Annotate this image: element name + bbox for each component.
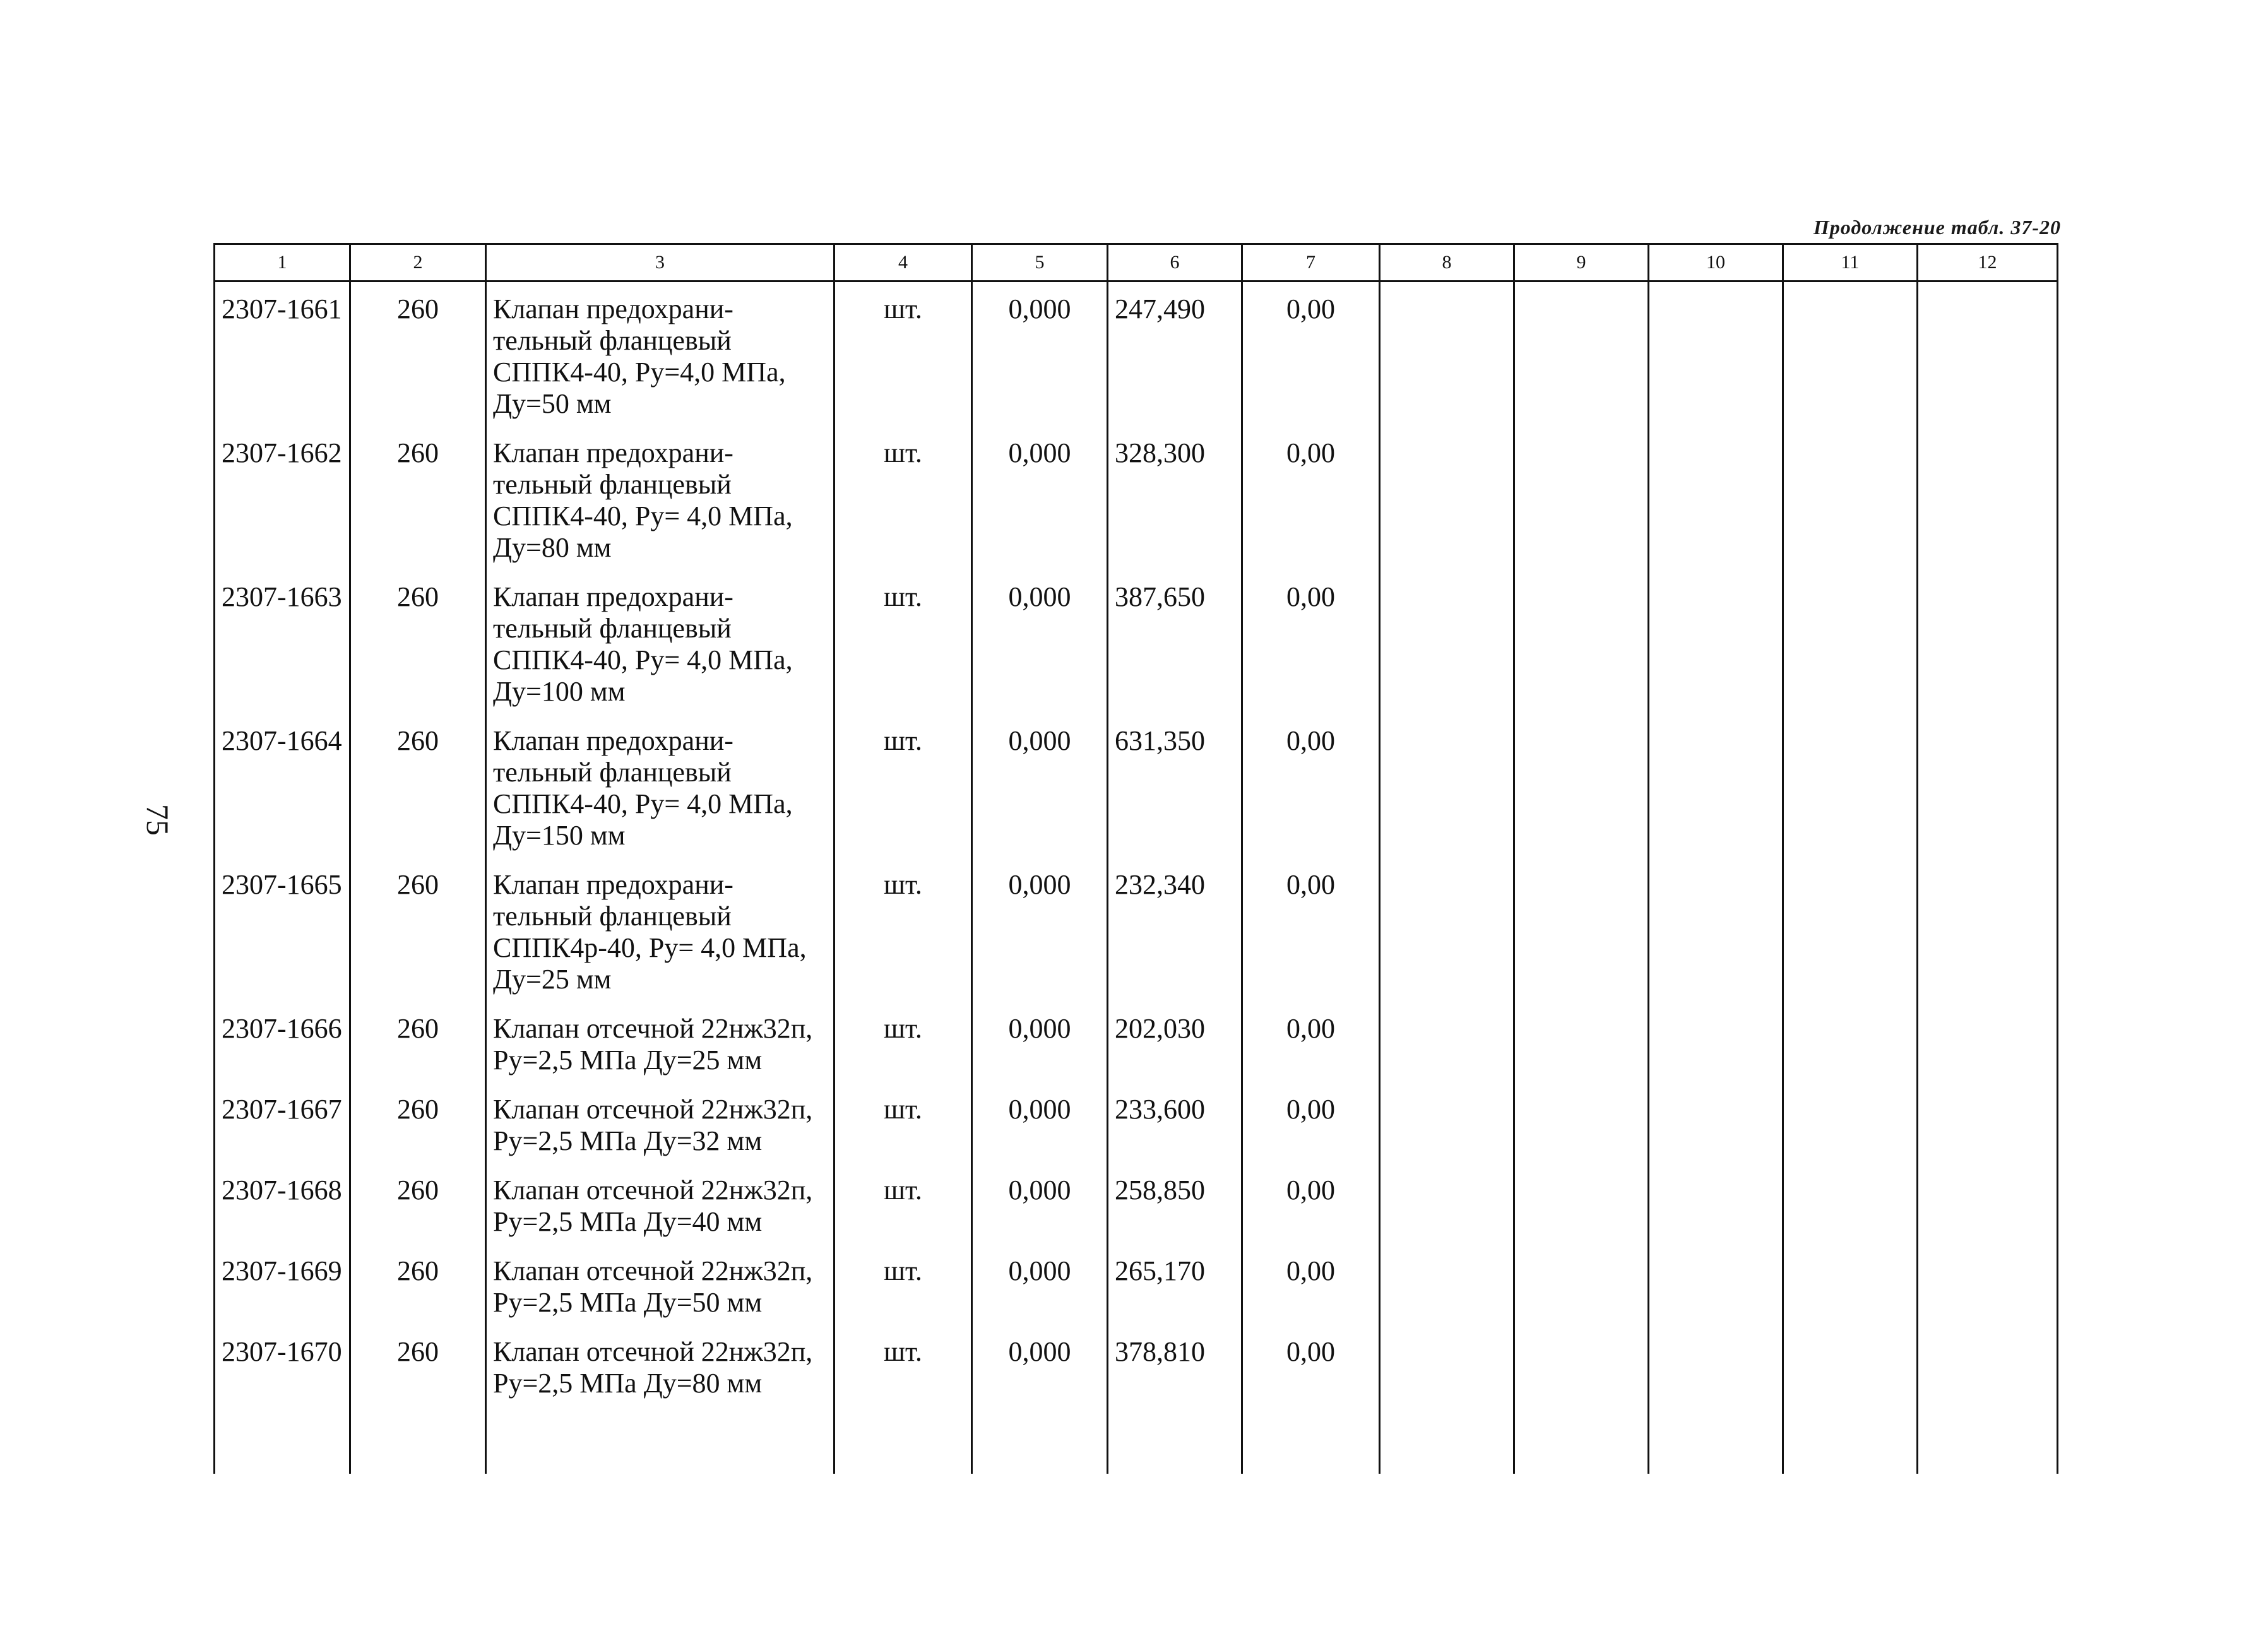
empty-cell [1380, 1163, 1514, 1244]
table-row-filler [215, 1406, 2058, 1474]
qty-cell: 0,000 [972, 570, 1108, 714]
qty-cell: 0,000 [972, 1325, 1108, 1406]
unit-cell: шт. [834, 714, 972, 858]
qty-cell: 0,000 [972, 426, 1108, 570]
price-cell: 387,650 [1108, 570, 1242, 714]
column-header: 12 [1918, 244, 2058, 281]
table-row [215, 570, 2058, 714]
page-number: 75 [140, 804, 175, 836]
group-cell: 260 [350, 1002, 486, 1082]
amount-cell: 0,00 [1242, 714, 1380, 858]
table-continuation-caption: Продолжение табл. 37-20 [1813, 216, 2061, 239]
empty-cell [1783, 426, 1918, 570]
empty-cell [1514, 714, 1649, 858]
empty-cell [1380, 858, 1514, 1002]
column-header: 10 [1649, 244, 1783, 281]
price-cell: 232,340 [1108, 858, 1242, 1002]
empty-cell [1380, 714, 1514, 858]
name-cell: Клапан предохрани-тельный фланцевый СППК4-40, Ру= 4,0 МПа, Ду=150 мм [486, 714, 834, 858]
empty-cell [1649, 1163, 1783, 1244]
empty-cell [1918, 281, 2058, 427]
column-header: 1 [215, 244, 350, 281]
name-cell: Клапан предохрани-тельный фланцевый СППК4-40, Ру= 4,0 МПа, Ду=80 мм [486, 426, 834, 570]
unit-cell: шт. [834, 1244, 972, 1325]
qty-cell: 0,000 [972, 1244, 1108, 1325]
code-cell: 2307-1662 [215, 426, 350, 570]
empty-cell [1783, 1325, 1918, 1406]
empty-cell [1918, 426, 2058, 570]
code-cell: 2307-1667 [215, 1082, 350, 1163]
table-row [215, 1002, 2058, 1082]
empty-cell [1380, 1244, 1514, 1325]
amount-cell: 0,00 [1242, 570, 1380, 714]
empty-cell [1380, 426, 1514, 570]
empty-cell [1514, 570, 1649, 714]
code-cell: 2307-1665 [215, 858, 350, 1002]
empty-cell [1649, 1002, 1783, 1082]
qty-cell: 0,000 [972, 1163, 1108, 1244]
empty-cell [1649, 1244, 1783, 1325]
unit-cell: шт. [834, 281, 972, 427]
qty-cell: 0,000 [972, 858, 1108, 1002]
empty-cell [1514, 1163, 1649, 1244]
code-cell: 2307-1669 [215, 1244, 350, 1325]
table-row [215, 1325, 2058, 1406]
empty-cell [1649, 714, 1783, 858]
amount-cell: 0,00 [1242, 1002, 1380, 1082]
column-header: 7 [1242, 244, 1380, 281]
group-cell: 260 [350, 858, 486, 1002]
table-row [215, 281, 2058, 427]
empty-cell [1918, 858, 2058, 1002]
name-cell: Клапан отсечной 22нж32п, Ру=2,5 МПа Ду=80 мм [486, 1325, 834, 1406]
qty-cell: 0,000 [972, 1002, 1108, 1082]
name-cell: Клапан предохрани-тельный фланцевый СППК4-40, Ру=4,0 МПа, Ду=50 мм [486, 281, 834, 427]
empty-cell [1918, 1244, 2058, 1325]
empty-cell [1380, 1002, 1514, 1082]
price-cell: 265,170 [1108, 1244, 1242, 1325]
price-cell: 328,300 [1108, 426, 1242, 570]
empty-cell [1918, 714, 2058, 858]
qty-cell: 0,000 [972, 281, 1108, 427]
price-cell: 247,490 [1108, 281, 1242, 427]
column-header: 3 [486, 244, 834, 281]
amount-cell: 0,00 [1242, 1163, 1380, 1244]
empty-cell [1649, 426, 1783, 570]
group-cell: 260 [350, 714, 486, 858]
name-cell: Клапан отсечной 22нж32п, Ру=2,5 МПа Ду=25 мм [486, 1002, 834, 1082]
empty-cell [1649, 1325, 1783, 1406]
empty-cell [1783, 1244, 1918, 1325]
empty-cell [1649, 1082, 1783, 1163]
code-cell: 2307-1661 [215, 281, 350, 427]
empty-cell [1514, 1002, 1649, 1082]
empty-cell [1918, 1325, 2058, 1406]
amount-cell: 0,00 [1242, 426, 1380, 570]
empty-cell [1649, 281, 1783, 427]
empty-cell [1783, 570, 1918, 714]
amount-cell: 0,00 [1242, 281, 1380, 427]
table-row [215, 426, 2058, 570]
name-cell: Клапан отсечной 22нж32п, Ру=2,5 МПа Ду=50 мм [486, 1244, 834, 1325]
column-header: 11 [1783, 244, 1918, 281]
table-row [215, 858, 2058, 1002]
unit-cell: шт. [834, 1002, 972, 1082]
code-cell: 2307-1664 [215, 714, 350, 858]
empty-cell [1380, 1082, 1514, 1163]
code-cell: 2307-1670 [215, 1325, 350, 1406]
amount-cell: 0,00 [1242, 1325, 1380, 1406]
empty-cell [1918, 1163, 2058, 1244]
unit-cell: шт. [834, 570, 972, 714]
empty-cell [1783, 281, 1918, 427]
group-cell: 260 [350, 1163, 486, 1244]
empty-cell [1649, 858, 1783, 1002]
qty-cell: 0,000 [972, 1082, 1108, 1163]
group-cell: 260 [350, 1082, 486, 1163]
group-cell: 260 [350, 281, 486, 427]
empty-cell [1514, 1082, 1649, 1163]
price-cell: 233,600 [1108, 1082, 1242, 1163]
empty-cell [1918, 570, 2058, 714]
table-row [215, 1244, 2058, 1325]
code-cell: 2307-1663 [215, 570, 350, 714]
amount-cell: 0,00 [1242, 858, 1380, 1002]
price-cell: 202,030 [1108, 1002, 1242, 1082]
empty-cell [1514, 1325, 1649, 1406]
empty-cell [1514, 858, 1649, 1002]
column-header: 6 [1108, 244, 1242, 281]
header-row [215, 244, 2058, 281]
price-table [213, 243, 2058, 1474]
table-row [215, 1163, 2058, 1244]
empty-cell [1514, 1244, 1649, 1325]
column-header: 8 [1380, 244, 1514, 281]
empty-cell [1918, 1082, 2058, 1163]
empty-cell [1380, 570, 1514, 714]
empty-cell [1783, 858, 1918, 1002]
empty-cell [1649, 570, 1783, 714]
empty-cell [1783, 1163, 1918, 1244]
amount-cell: 0,00 [1242, 1082, 1380, 1163]
unit-cell: шт. [834, 426, 972, 570]
group-cell: 260 [350, 570, 486, 714]
price-cell: 378,810 [1108, 1325, 1242, 1406]
empty-cell [1380, 281, 1514, 427]
table-row [215, 714, 2058, 858]
unit-cell: шт. [834, 1082, 972, 1163]
name-cell: Клапан отсечной 22нж32п, Ру=2,5 МПа Ду=32 мм [486, 1082, 834, 1163]
column-header: 5 [972, 244, 1108, 281]
empty-cell [1514, 281, 1649, 427]
empty-cell [1918, 1002, 2058, 1082]
name-cell: Клапан предохрани-тельный фланцевый СППК4р-40, Ру= 4,0 МПа, Ду=25 мм [486, 858, 834, 1002]
name-cell: Клапан предохрани-тельный фланцевый СППК4-40, Ру= 4,0 МПа, Ду=100 мм [486, 570, 834, 714]
qty-cell: 0,000 [972, 714, 1108, 858]
column-header: 4 [834, 244, 972, 281]
amount-cell: 0,00 [1242, 1244, 1380, 1325]
column-header: 9 [1514, 244, 1649, 281]
unit-cell: шт. [834, 858, 972, 1002]
price-cell: 631,350 [1108, 714, 1242, 858]
unit-cell: шт. [834, 1325, 972, 1406]
price-cell: 258,850 [1108, 1163, 1242, 1244]
code-cell: 2307-1666 [215, 1002, 350, 1082]
name-cell: Клапан отсечной 22нж32п, Ру=2,5 МПа Ду=40 мм [486, 1163, 834, 1244]
empty-cell [1380, 1325, 1514, 1406]
group-cell: 260 [350, 1244, 486, 1325]
code-cell: 2307-1668 [215, 1163, 350, 1244]
empty-cell [1783, 1002, 1918, 1082]
empty-cell [1514, 426, 1649, 570]
group-cell: 260 [350, 1325, 486, 1406]
table-row [215, 1082, 2058, 1163]
group-cell: 260 [350, 426, 486, 570]
column-header: 2 [350, 244, 486, 281]
empty-cell [1783, 714, 1918, 858]
empty-cell [1783, 1082, 1918, 1163]
unit-cell: шт. [834, 1163, 972, 1244]
